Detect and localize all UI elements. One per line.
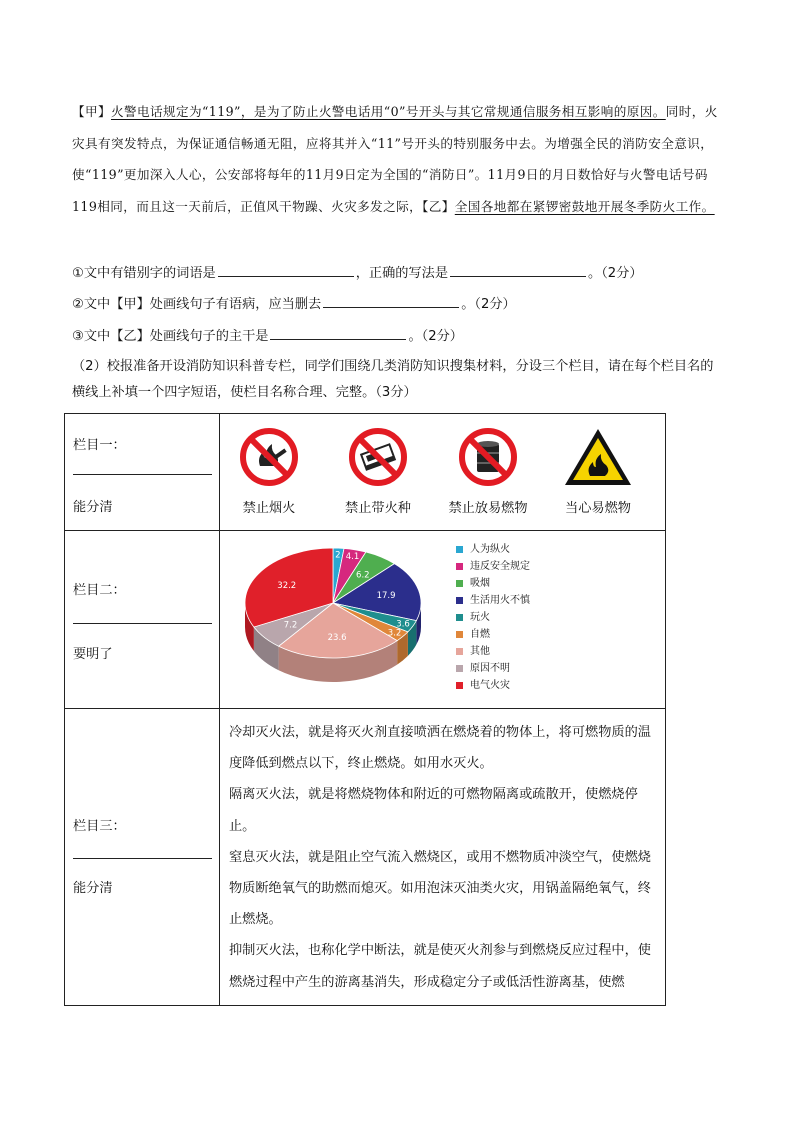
tag-jia: 【甲】 xyxy=(72,104,111,119)
legend-item xyxy=(456,660,530,677)
legend-swatch xyxy=(456,631,463,638)
chart-legend xyxy=(456,541,530,694)
legend-label: 生活用火不慎 xyxy=(470,595,530,606)
pie-label-自燃: 3.2 xyxy=(387,628,402,639)
question-1-text: ①文中有错别字的词语是 xyxy=(72,266,216,281)
tag-yi: 【乙】 xyxy=(422,198,455,214)
legend-label: 人为纵火 xyxy=(470,544,510,555)
question-3-score: 。（2分） xyxy=(408,329,463,344)
passage-body: 同时，火灾具有突发特点，为保证通信畅通无阻，应将其并入“11”号开头的特别服务中去。为增强全民的消防安全意识，使“119”更加深入人心，公安部将每年的11月9日定为全国的“消防日”。11月9日的月日数恰好与火警电话号码119相同，而且这一天前后，正值风干物躁、火灾多发之际， xyxy=(72,104,718,214)
answer-blank-1b[interactable] xyxy=(450,262,586,277)
legend-item xyxy=(456,541,530,558)
sign-1-label: 禁止烟火 xyxy=(242,501,296,516)
legend-swatch xyxy=(456,682,463,689)
column-2-suffix: 要明了 xyxy=(73,647,113,662)
sign-4-label: 当心易燃物 xyxy=(565,501,631,516)
legend-label: 其他 xyxy=(470,646,490,657)
column-1-suffix: 能分清 xyxy=(73,500,113,515)
fire-causes-pie-chart xyxy=(220,533,450,703)
extinguishing-methods xyxy=(229,717,659,998)
column-3-blank[interactable] xyxy=(73,858,212,859)
legend-label: 玩火 xyxy=(470,612,490,623)
question-1-score: 。（2分） xyxy=(588,266,643,281)
sign-3-label: 禁止放易燃物 xyxy=(448,501,528,516)
legend-swatch xyxy=(456,580,463,587)
column-2-title: 栏目二： xyxy=(73,583,126,598)
underlined-sentence-yi: 全国各地都在紧锣密鼓地开展冬季防火工作。 xyxy=(454,198,715,214)
no-smoking-fire-icon xyxy=(238,426,300,488)
chart-cell xyxy=(220,531,666,709)
legend-label: 原因不明 xyxy=(470,663,510,674)
pie-label-生活用火不慎: 17.9 xyxy=(376,591,396,602)
question-2 xyxy=(72,293,516,312)
method-smothering: 窒息灭火法，就是阻止空气流入燃烧区，或用不燃物质冲淡空气，使燃烧物质断绝氧气的助燃而熄灭。如用泡沫灭油类火灾，用锅盖隔绝氧气，终止燃烧。 xyxy=(229,849,651,928)
no-flammable-barrel-icon xyxy=(457,426,519,488)
legend-item xyxy=(456,677,530,694)
legend-swatch xyxy=(456,614,463,621)
column-1-blank[interactable] xyxy=(73,474,212,475)
answer-blank-2[interactable] xyxy=(323,293,459,308)
column-1-title: 栏目一： xyxy=(73,438,126,453)
legend-item xyxy=(456,575,530,592)
sign-2-label: 禁止带火种 xyxy=(345,501,411,516)
method-inhibition: 抑制灭火法，也称化学中断法，就是使灭火剂参与到燃烧反应过程中，使燃烧过程中产生的游离基消失，形成稳定分子或低活性游离基，使燃 xyxy=(229,943,651,990)
legend-item xyxy=(456,609,530,626)
legend-label: 自燃 xyxy=(470,629,490,640)
legend-label: 吸烟 xyxy=(470,578,490,589)
legend-item xyxy=(456,643,530,660)
legend-swatch xyxy=(456,563,463,570)
sign-1 xyxy=(226,426,312,516)
instruction-text: （2）校报准备开设消防知识科普专栏，同学们围绕几类消防知识搜集材料，分设三个栏目，请在每个栏目名的横线上补填一个四字短语，使栏目名称合理、完整。（3分） xyxy=(72,359,714,400)
method-cooling: 冷却灭火法，就是将灭火剂直接喷洒在燃烧着的物体上，将可燃物质的温度降低到燃点以下，终止燃烧。如用水灭火。 xyxy=(229,725,651,772)
legend-item xyxy=(456,558,530,575)
column-1-name-cell xyxy=(65,414,220,531)
column-3-title: 栏目三： xyxy=(73,819,126,834)
flammable-warning-icon xyxy=(562,426,634,488)
underlined-sentence-jia: 火警电话规定为“119”，是为了防止火警电话用“0”号开头与其它常规通信服务相互影响的原因。 xyxy=(110,104,666,119)
column-2-blank[interactable] xyxy=(73,623,212,624)
pie-label-原因不明: 7.2 xyxy=(283,620,298,631)
legend-label: 违反安全规定 xyxy=(470,561,530,572)
legend-swatch xyxy=(456,546,463,553)
no-matches-icon xyxy=(347,426,409,488)
legend-swatch xyxy=(456,597,463,604)
column-3-suffix: 能分清 xyxy=(73,881,113,896)
answer-blank-3[interactable] xyxy=(270,325,406,340)
columns-table xyxy=(64,413,666,1006)
pie-label-违反安全规定: 4.1 xyxy=(345,552,360,563)
question-3 xyxy=(72,325,463,344)
column-3-name-cell xyxy=(65,709,220,1006)
methods-cell xyxy=(220,709,666,1006)
legend-label: 电气火灾 xyxy=(470,680,510,691)
sign-2 xyxy=(335,426,421,516)
pie-label-吸烟: 6.2 xyxy=(356,570,370,581)
question-1-text-b: ，正确的写法是 xyxy=(355,266,449,281)
reading-passage xyxy=(72,96,722,222)
pie-label-玩火: 3.6 xyxy=(396,619,410,630)
legend-swatch xyxy=(456,665,463,672)
question-2-text: ②文中【甲】处画线句子有语病，应当删去 xyxy=(72,297,322,312)
column-2-name-cell xyxy=(65,531,220,709)
signs-cell xyxy=(220,414,666,531)
question-3-text: ③文中【乙】处画线句子的主干是 xyxy=(72,329,269,344)
legend-item xyxy=(456,626,530,643)
legend-swatch xyxy=(456,648,463,655)
sign-4 xyxy=(555,426,641,516)
question-1 xyxy=(72,262,643,281)
question-2-score: 。（2分） xyxy=(461,297,516,312)
legend-item xyxy=(456,592,530,609)
answer-blank-1a[interactable] xyxy=(218,262,354,277)
pie-label-电气火灾: 32.2 xyxy=(277,580,297,591)
sign-3 xyxy=(445,426,531,516)
pie-label-人为纵火: 2 xyxy=(335,550,341,561)
method-isolation: 隔离灭火法，就是将燃烧物体和附近的可燃物隔离或疏散开，使燃烧停止。 xyxy=(229,787,638,834)
pie-label-其他: 23.6 xyxy=(327,633,347,644)
